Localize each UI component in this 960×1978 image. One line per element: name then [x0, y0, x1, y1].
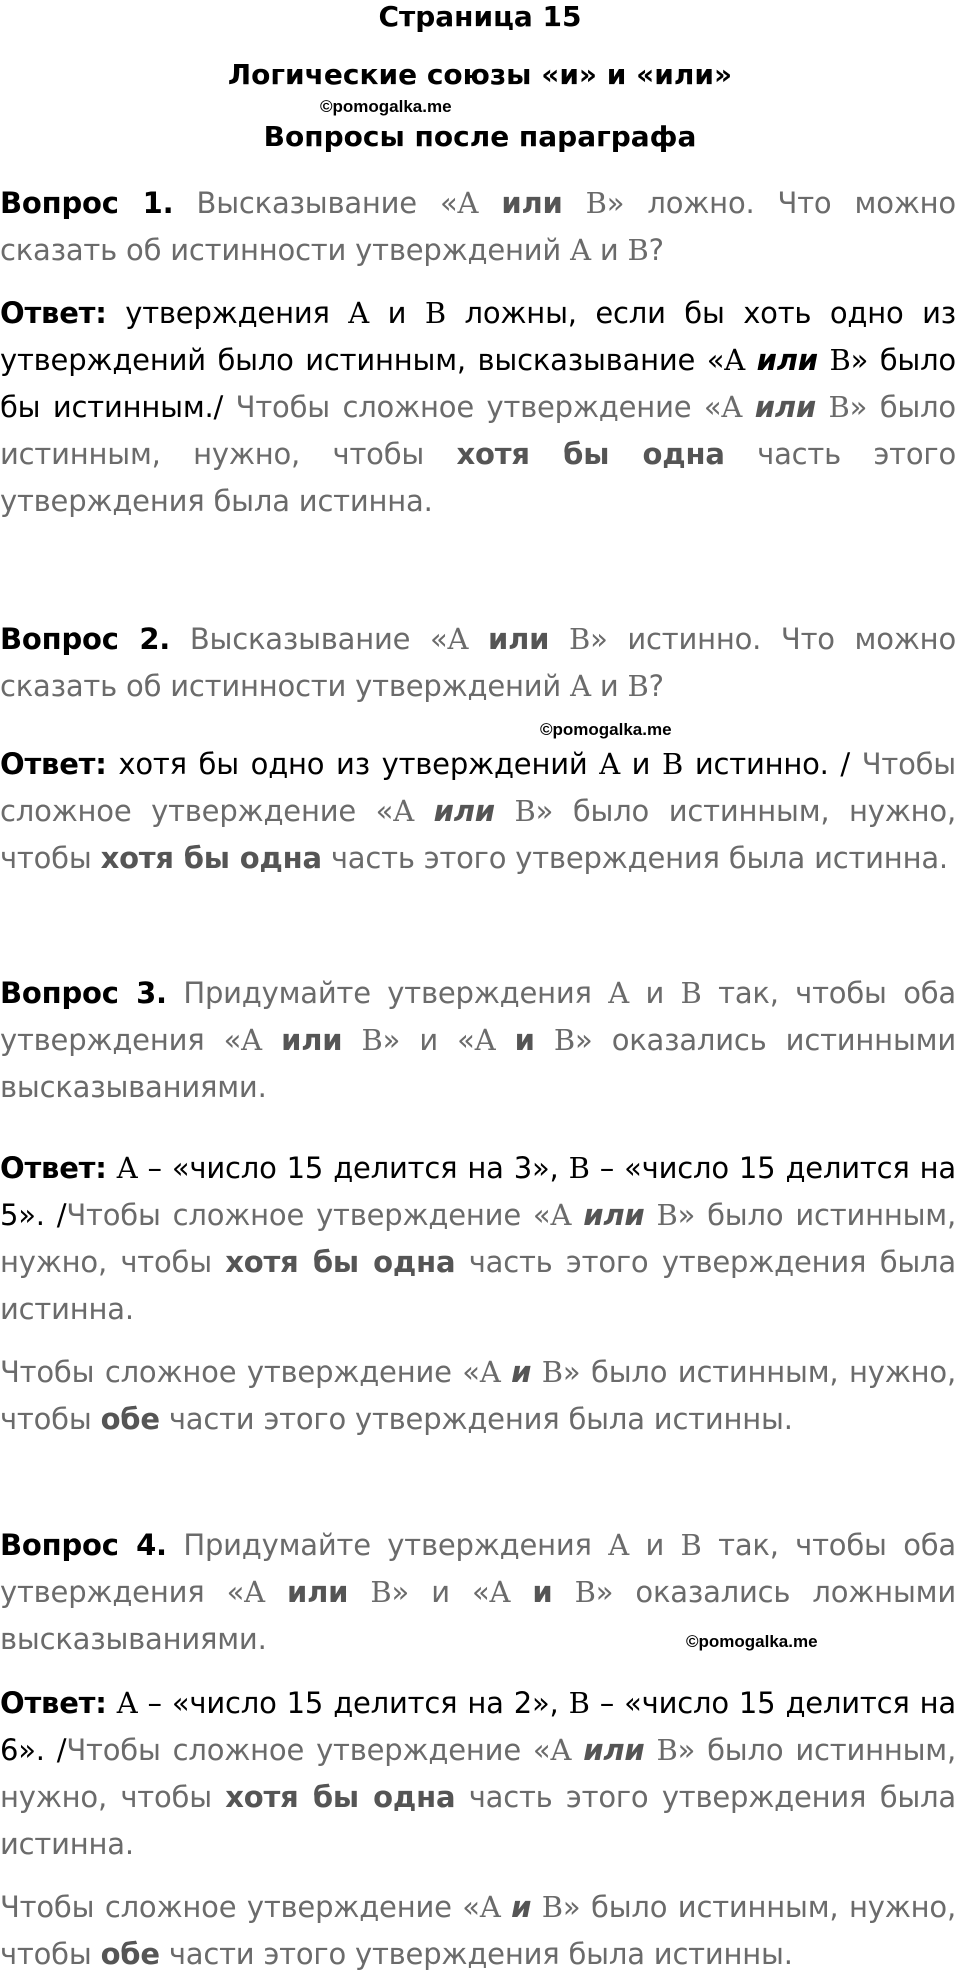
q4-text: так, чтобы оба утверждения « [0, 1528, 956, 1609]
a1-text: Чтобы сложное утверждение « [223, 390, 722, 424]
a2-text: часть этого утверждения была истинна. [321, 841, 948, 875]
a4-text: – «число 15 делится на 2», [137, 1686, 569, 1720]
var-a: A [608, 1528, 629, 1562]
var-a: A [570, 669, 591, 703]
a1-text: » было истинным, нужно, чтобы [0, 390, 956, 471]
var-a: A [479, 1355, 501, 1389]
q1-text: » ложно. Что можно сказать об истинности утверждений [0, 186, 956, 267]
a4-extra-text: Чтобы сложное утверждение « [0, 1890, 480, 1924]
answer-2-label: Ответ: [0, 747, 107, 781]
a1-text: утверждения [106, 296, 349, 330]
var-b: B [541, 1890, 563, 1924]
q2-text: » истинно. Что можно сказать об истинности утверждений [0, 622, 956, 703]
var-a: A [457, 186, 479, 220]
word-and: и [511, 1890, 532, 1924]
a3-extra-text: Чтобы сложное утверждение « [0, 1355, 480, 1389]
word-or: или [488, 622, 550, 656]
a1-text: и [369, 296, 425, 330]
var-b: B [585, 186, 607, 220]
q1-text: ? [648, 233, 664, 267]
var-a: A [489, 1575, 511, 1609]
var-b: B [656, 1198, 678, 1232]
q3-text: Придумайте утверждения [166, 976, 609, 1010]
q1-text: и [590, 233, 628, 267]
word-or: или [501, 186, 563, 220]
answer-1 [0, 290, 956, 525]
emphasis: обе [100, 1402, 160, 1436]
word-and: и [532, 1575, 553, 1609]
question-2-label: Вопрос 2. [0, 622, 171, 656]
a3-text: » было истинным, нужно, чтобы [0, 1198, 956, 1279]
var-a: A [447, 622, 469, 656]
a3-extra-text: части этого утверждения была истинны. [159, 1402, 793, 1436]
watermark: ©pomogalka.me [686, 1632, 818, 1651]
a3-text: Чтобы сложное утверждение « [66, 1198, 551, 1232]
var-a: A [348, 296, 370, 330]
var-a: A [550, 1198, 572, 1232]
q4-text: и [628, 1528, 681, 1562]
page-title: Страница 15 [378, 0, 582, 33]
word-and: и [511, 1355, 532, 1389]
q2-text: и [590, 669, 628, 703]
var-b: B [541, 1355, 563, 1389]
a4-text: Чтобы сложное утверждение « [66, 1733, 551, 1767]
a1-text: » было бы истинным./ [0, 343, 956, 424]
var-b: B [568, 1151, 590, 1185]
var-b: B [574, 1575, 596, 1609]
emphasis: обе [100, 1937, 160, 1971]
q3-text: и [628, 976, 681, 1010]
var-b: B [361, 1023, 383, 1057]
a4-extra-text: части этого утверждения была истинны. [159, 1937, 793, 1971]
var-a: A [608, 976, 629, 1010]
word-or: или [754, 390, 816, 424]
answer-3-extra [0, 1349, 956, 1443]
a1-text: часть этого утверждения была истинна. [0, 437, 956, 518]
answer-4-extra [0, 1884, 956, 1978]
emphasis: хотя бы одна [225, 1245, 456, 1279]
q4-text: Придумайте утверждения [166, 1528, 609, 1562]
word-or: или [287, 1575, 349, 1609]
answer-3-label: Ответ: [0, 1151, 107, 1185]
var-a: A [244, 1575, 265, 1609]
var-a: A [116, 1151, 138, 1185]
word-or: или [756, 343, 818, 377]
var-b: B [514, 794, 536, 828]
a4-text: » было истинным, нужно, чтобы [0, 1733, 956, 1814]
var-a: A [116, 1686, 138, 1720]
a4-text: – «число 15 делится на 6». / [0, 1686, 956, 1767]
word-and: и [514, 1023, 535, 1057]
var-a: A [474, 1023, 496, 1057]
question-3-label: Вопрос 3. [0, 976, 167, 1010]
var-b: B [662, 747, 684, 781]
emphasis: хотя бы одна [100, 841, 322, 875]
word-or: или [583, 1733, 645, 1767]
q3-text: » оказались истинными высказываниями. [0, 1023, 956, 1104]
var-a: A [550, 1733, 572, 1767]
word-or: или [281, 1023, 343, 1057]
answer-4-label: Ответ: [0, 1686, 107, 1720]
watermark: ©pomogalka.me [320, 97, 452, 116]
a2-text: хотя бы одно из утверждений [106, 747, 600, 781]
a3-text: – «число 15 делится на 3», [137, 1151, 569, 1185]
var-b: B [656, 1733, 678, 1767]
var-a: A [724, 343, 746, 377]
var-b: B [627, 669, 649, 703]
question-2 [0, 616, 956, 710]
var-a: A [393, 794, 414, 828]
q4-text: » оказались ложными высказываниями. [0, 1575, 956, 1656]
a2-text: истинно. / [683, 747, 850, 781]
answer-4 [0, 1680, 956, 1868]
watermark: ©pomogalka.me [540, 720, 672, 739]
answer-1-label: Ответ: [0, 296, 107, 330]
a3-extra-text: » было истинным, нужно, чтобы [0, 1355, 956, 1436]
var-b: B [828, 390, 850, 424]
subtitle: Вопросы после параграфа [263, 120, 697, 153]
emphasis: хотя бы одна [225, 1780, 456, 1814]
a3-text: – «число 15 делится на 5». / [0, 1151, 956, 1232]
a4-text: часть этого утверждения была истинна. [0, 1780, 956, 1861]
var-a: A [570, 233, 591, 267]
question-1 [0, 180, 956, 274]
answer-2 [0, 741, 956, 882]
a2-text: и [619, 747, 663, 781]
question-1-label: Вопрос 1. [0, 186, 174, 220]
section-title: Логические союзы «и» и «или» [227, 58, 733, 91]
var-b: B [829, 343, 851, 377]
emphasis: хотя бы одна [456, 437, 725, 471]
var-a: A [721, 390, 743, 424]
var-b: B [553, 1023, 575, 1057]
var-b: B [680, 1528, 702, 1562]
var-b: B [424, 296, 446, 330]
a2-text: » было истинным, нужно, чтобы [0, 794, 956, 875]
var-b: B [568, 1686, 590, 1720]
var-a: A [241, 1023, 262, 1057]
a3-text: часть этого утверждения была истинна. [0, 1245, 956, 1326]
q3-text: » и « [382, 1023, 475, 1057]
var-b: B [370, 1575, 392, 1609]
question-3 [0, 970, 956, 1111]
var-b: B [627, 233, 649, 267]
var-a: A [599, 747, 620, 781]
q4-text: » и « [391, 1575, 490, 1609]
q1-text: Высказывание « [173, 186, 458, 220]
a4-extra-text: » было истинным, нужно, чтобы [0, 1890, 956, 1971]
q3-text: так, чтобы оба утверждения « [0, 976, 956, 1057]
a1-text: ложны, если бы хоть одно из утверждений было истинным, высказывание « [0, 296, 956, 377]
var-a: A [479, 1890, 501, 1924]
word-or: или [433, 794, 495, 828]
q2-text: Высказывание « [170, 622, 448, 656]
question-4-label: Вопрос 4. [0, 1528, 167, 1562]
word-or: или [583, 1198, 645, 1232]
a2-text: Чтобы сложное утверждение « [0, 747, 956, 828]
answer-3 [0, 1145, 956, 1333]
var-b: B [680, 976, 702, 1010]
var-b: B [569, 622, 591, 656]
q2-text: ? [648, 669, 664, 703]
